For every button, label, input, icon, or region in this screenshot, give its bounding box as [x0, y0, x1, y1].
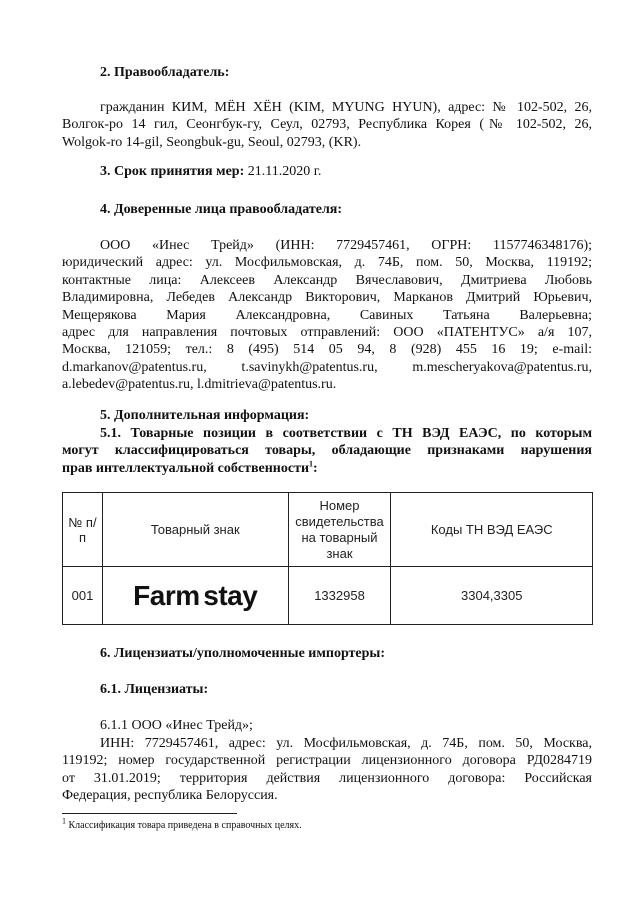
- licensee-line: Федерация, республика Белоруссия.: [62, 788, 278, 804]
- row-codes: 3304,3305: [391, 567, 593, 625]
- header-codes: Коды ТН ВЭД ЕАЭС: [391, 493, 593, 567]
- licensee-line: от 31.01.2019; территория действия лицензионного договора: Российская: [62, 770, 592, 786]
- additional-sub-last: прав интеллектуальной собственности: [62, 460, 310, 476]
- term-heading: 3. Срок принятия мер:: [100, 164, 245, 179]
- rightholder-text: [62, 99, 592, 151]
- trustees-line: Мещерякова Мария Александровна, Савиных Татьяна Валерьевна;: [62, 307, 592, 323]
- footnote: [62, 816, 302, 832]
- rightholder-line: Wolgok-ro 14-gil, Seongbuk-gu, Seoul, 02793, (KR).: [62, 134, 362, 150]
- additional-sub-last-line: [62, 460, 592, 477]
- row-num: 001: [63, 567, 103, 625]
- trustees-text: [62, 237, 592, 394]
- logo-farm: Farm: [133, 579, 200, 611]
- trustees-line: ООО «Инес Трейд» (ИНН: 7729457461, ОГРН: 1157746348176);: [100, 238, 592, 253]
- row-cert: 1332958: [288, 567, 391, 625]
- header-mark: Товарный знак: [102, 493, 288, 567]
- rightholder-heading: 2. Правообладатель:: [100, 65, 230, 80]
- additional-sub-colon: :: [313, 460, 318, 476]
- footnote-text: Классификация товара приведена в справочных целях.: [66, 820, 302, 831]
- licensee-line: ИНН: 7729457461, адрес: ул. Мосфильмовская, д. 74Б, пом. 50, Москва,: [100, 736, 592, 751]
- footnote-number: 1: [62, 816, 66, 826]
- trustees-line: юридический адрес: ул. Мосфильмовская, д. 74Б, пом. 50, Москва, 119192;: [62, 255, 592, 271]
- additional-sub-text: [62, 425, 592, 477]
- trustees-line: контактные лица: Алексеев Александр Вячеславович, Дмитриева Любовь: [62, 272, 592, 288]
- table-header-row: [63, 493, 593, 567]
- trustees-heading: 4. Доверенные лица правообладателя:: [100, 202, 343, 217]
- logo-stay: stay: [203, 579, 258, 611]
- trademark-table: [62, 492, 593, 625]
- term-line: [100, 163, 321, 181]
- additional-heading: 5. Дополнительная информация:: [100, 408, 310, 423]
- trademark-logo: [102, 567, 288, 625]
- trustees-line: a.lebedev@patentus.ru, l.dmitrieva@patentus.ru.: [62, 377, 337, 393]
- licensees-heading: 6. Лицензиаты/уполномоченные импортеры:: [100, 646, 386, 661]
- additional-sub-line: могут классифицироваться товары, обладающие признаками нарушения: [62, 443, 592, 459]
- header-cert: Номер свидетельства на товарный знак: [288, 493, 391, 567]
- term-value: 21.11.2020 г.: [244, 164, 322, 179]
- footnote-ref: 1: [309, 459, 314, 469]
- additional-sub-line: 5.1. Товарные позиции в соответствии с ТН ВЭД ЕАЭС, по которым: [100, 426, 592, 441]
- licensee-item-title: 6.1.1 ООО «Инес Трейд»;: [100, 718, 253, 733]
- licensee-line: 119192; номер государственной регистрации лицензионного договора РД0284719: [62, 753, 592, 769]
- header-num: № п/п: [63, 493, 103, 567]
- trustees-line: Владимировна, Лебедев Александр Викторович, Марканов Дмитрий Юрьевич,: [62, 290, 592, 306]
- licensees-sub-heading: 6.1. Лицензиаты:: [100, 682, 209, 697]
- rightholder-line: гражданин КИМ, МЁН ХЁН (KIM, MYUNG HYUN), адрес: № 102-502, 26,: [100, 100, 592, 115]
- table-row: [63, 567, 593, 625]
- trustees-line: адрес для направления почтовых отправлений: ООО «ПАТЕНТУС» а/я 107,: [62, 325, 592, 341]
- trustees-line: d.markanov@patentus.ru, t.savinykh@patentus.ru, m.mescheryakova@patentus.ru,: [62, 359, 592, 375]
- licensee-text: [62, 735, 592, 805]
- footnote-divider: [62, 813, 237, 814]
- rightholder-line: Волгок-ро 14 гил, Сеонгбук-гу, Сеул, 02793, Республика Корея (№ 102-502, 26,: [62, 117, 592, 133]
- trustees-line: Москва, 121059; тел.: 8 (495) 514 05 94, 8 (928) 455 16 19; e-mail:: [62, 342, 592, 358]
